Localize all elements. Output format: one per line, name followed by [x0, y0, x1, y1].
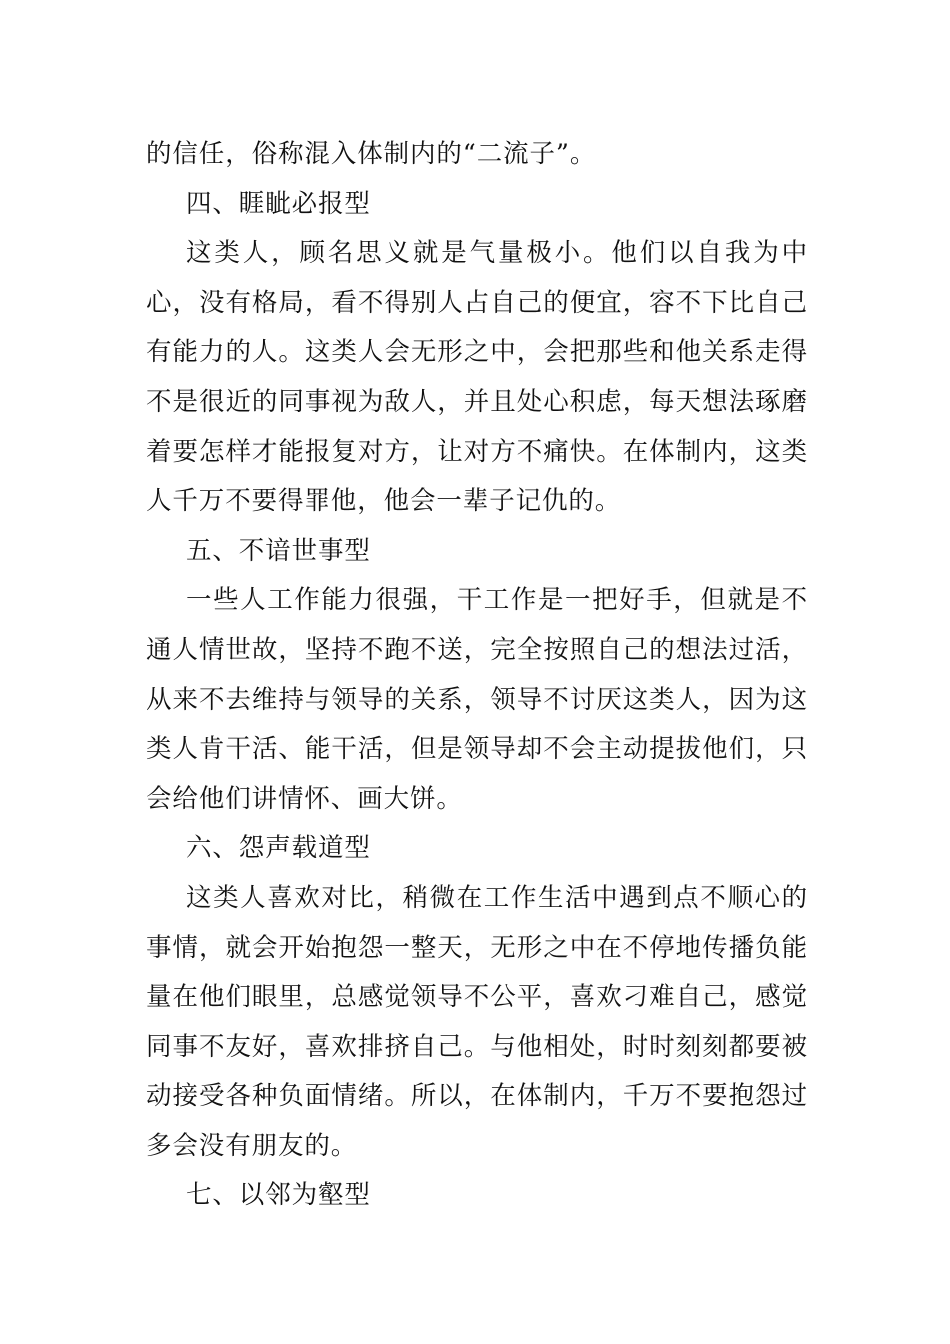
- document-page: [146, 130, 808, 1221]
- section-heading-5: 五、不谙世事型: [186, 535, 371, 566]
- section-heading-4: 四、睚眦必报型: [186, 188, 371, 219]
- paragraph-section-5: 一些人工作能力很强，干工作是一把好手，但就是不通人情世故，坚持不跑不送，完全按照自己的想法过活，从来不去维持与领导的关系，领导不讨厌这类人，因为这类人肯干活、能干活，但是领导却不会主动提拔他们，只会给他们讲情怀、画大饼。: [146, 585, 808, 814]
- paragraph-continuation: 的信任，俗称混入体制内的“二流子”。: [146, 139, 597, 169]
- section-heading-6: 六、怨声载道型: [186, 833, 371, 864]
- paragraph-section-6: 这类人喜欢对比，稍微在工作生活中遇到点不顺心的事情，就会开始抱怨一整天，无形之中在不停地传播负能量在他们眼里，总感觉领导不公平，喜欢刁难自己，感觉同事不友好，喜欢排挤自己。与他相处，时时刻刻都要被动接受各种负面情绪。所以，在体制内，千万不要抱怨过多会没有朋友的。: [146, 882, 808, 1161]
- paragraph-section-4: 这类人，顾名思义就是气量极小。他们以自我为中心，没有格局，看不得别人占自己的便宜，容不下比自己有能力的人。这类人会无形之中，会把那些和他关系走得不是很近的同事视为敌人，并且处心积虑，每天想法琢磨着要怎样才能报复对方，让对方不痛快。在体制内，这类人千万不要得罪他，他会一辈子记仇的。: [146, 238, 808, 517]
- section-heading-7: 七、以邻为壑型: [186, 1180, 371, 1211]
